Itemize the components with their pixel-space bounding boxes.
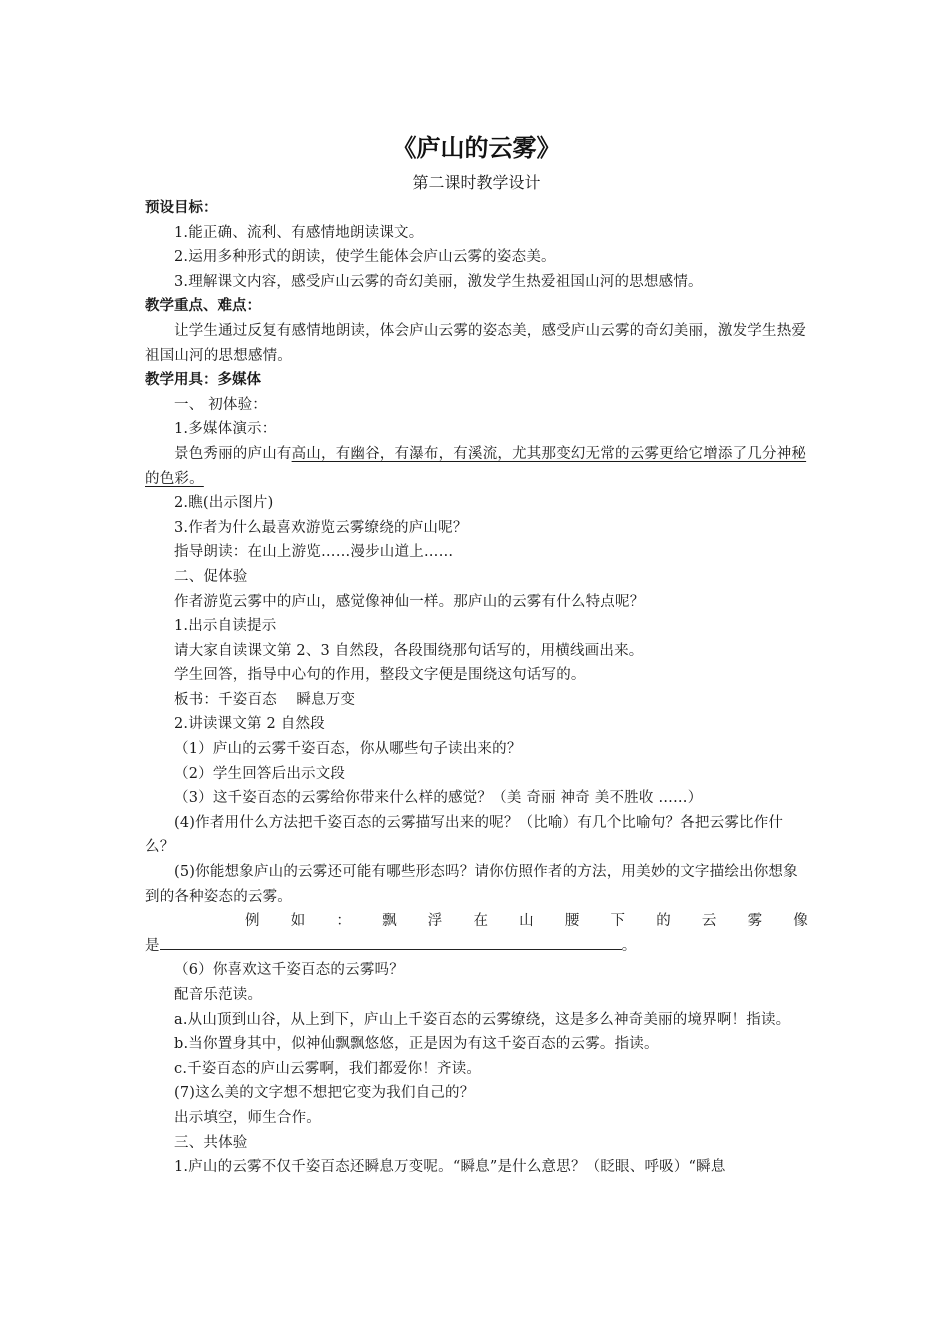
question-1: （1）庐山的云雾千姿百态，你从哪些句子读出来的？ <box>174 741 522 758</box>
section-2-title: 二、促体验 <box>174 568 248 585</box>
fill-in-activity: 出示填空，师生合作。 <box>174 1109 321 1126</box>
document-title: 《庐山的云雾》 <box>392 134 561 162</box>
section-2-intro: 作者游览云雾中的庐山，感觉像神仙一样。那庐山的云雾有什么特点呢？ <box>174 593 645 610</box>
key-points-heading: 教学重点、难点： <box>145 298 261 315</box>
music-reading: 配音乐范读。 <box>174 987 263 1003</box>
question-5: (5)你能想象庐山的云雾还可能有哪些形态吗？请你仿照作者的方法，用美妙的文字描绘出你想象到的各种姿态的云雾。 <box>145 864 798 905</box>
self-reading-prompt: 请大家自读课文第 2、3 自然段，各段围绕那句话写的，用横线画出来。 <box>174 642 644 659</box>
example-fill-line <box>145 934 808 959</box>
example-is: 是 <box>145 937 160 954</box>
question-2: （2）学生回答后出示文段 <box>174 765 346 782</box>
blackboard-note: 板书：千姿百态 瞬息万变 <box>174 691 356 708</box>
reading-a: a.从山顶到山谷，从上到下，庐山上千姿百态的云雾缭绕，这是多么神奇美丽的境界啊！指读。 <box>174 1011 791 1028</box>
scene-text-plain: 景色秀丽的庐山有 <box>174 445 292 462</box>
scene-description <box>145 442 808 491</box>
goals-heading: 预设目标： <box>145 200 218 216</box>
example-sentence: 例 如 ： 飘 浮 在 山 腰 下 的 云 雾 像 <box>245 913 808 930</box>
section-3-title: 三、共体验 <box>174 1134 248 1151</box>
goal-item: 2.运用多种形式的朗读，使学生能体会庐山云雾的姿态美。 <box>174 249 556 266</box>
section-1-item-1: 1.多媒体演示： <box>174 421 277 438</box>
section-2-item-2: 2.讲读课文第 2 自然段 <box>174 716 325 733</box>
goal-item: 1.能正确、流利、有感情地朗读课文。 <box>174 224 424 241</box>
teaching-tools-heading: 教学用具：多媒体 <box>145 372 261 389</box>
document-page <box>145 128 808 1180</box>
reading-c: c.千姿百态的庐山云雾啊，我们都爱你！齐读。 <box>174 1060 482 1077</box>
scene-text-underlined: 高山，有幽谷，有瀑布，有溪流，尤其那变幻无常的云雾更给它增添了几分神秘的色彩。 <box>145 445 807 487</box>
section-2-item-1: 1.出示自读提示 <box>174 618 277 635</box>
section-3-item-1: 1.庐山的云雾不仅千姿百态还瞬息万变呢。“瞬息”是什么意思？（眨眼、呼吸）“瞬息 <box>174 1159 726 1176</box>
question-3: （3）这千姿百态的云雾给你带来什么样的感觉？（美 奇丽 神奇 美不胜收 ……） <box>174 790 703 807</box>
goal-item: 3.理解课文内容，感受庐山云雾的奇幻美丽，激发学生热爱祖国山河的思想感情。 <box>174 273 703 290</box>
reading-guide: 指导朗读：在山上游览……漫步山道上…… <box>174 544 454 561</box>
section-1-item-2: 2.瞧(出示图片) <box>174 495 274 512</box>
fill-in-blank <box>160 935 622 950</box>
key-points-text: 让学生通过反复有感情地朗读，体会庐山云雾的姿态美，感受庐山云雾的奇幻美丽，激发学生热爱祖国山河的思想感情。 <box>145 322 807 364</box>
question-6: （6）你喜欢这千姿百态的云雾吗？ <box>174 962 404 979</box>
section-1-item-3: 3.作者为什么最喜欢游览云雾缭绕的庐山呢？ <box>174 519 468 536</box>
document-subtitle: 第二课时教学设计 <box>412 173 541 192</box>
question-7: (7)这么美的文字想不想把它变为我们自己的？ <box>174 1085 475 1102</box>
question-4: (4)作者用什么方法把千姿百态的云雾描写出来的呢？（比喻）有几个比喻句？各把云雾比作什么？ <box>145 814 784 856</box>
reading-b: b.当你置身其中，似神仙飘飘悠悠，正是因为有这千姿百态的云雾。指读。 <box>174 1036 659 1053</box>
section-1-title: 一、 初体验： <box>174 396 268 413</box>
student-answer-note: 学生回答，指导中心句的作用，整段文字便是围绕这句话写的。 <box>174 667 586 684</box>
example-end: 。 <box>621 937 637 954</box>
